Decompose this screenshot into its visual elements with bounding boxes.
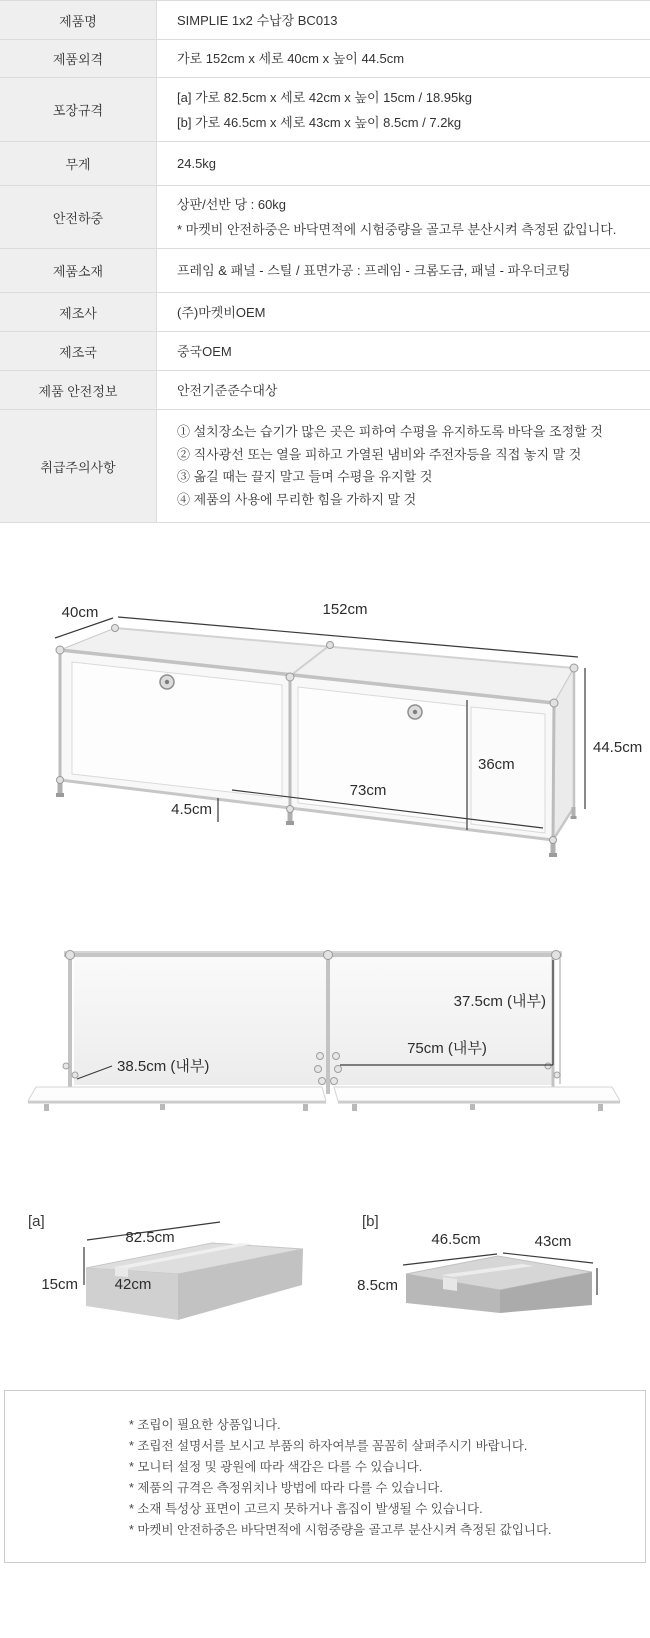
door-opening-dim-label: 36cm xyxy=(478,756,515,773)
width-dim-label: 152cm xyxy=(322,601,368,618)
spec-value-line: [b] 가로 46.5cm x 세로 43cm x 높이 8.5cm / 7.2kg xyxy=(177,114,462,130)
spec-row-package-size xyxy=(0,78,650,142)
left-door-knob-center xyxy=(165,680,169,684)
spec-row-product-name xyxy=(0,1,650,40)
footer-notes-box xyxy=(4,1390,646,1563)
spec-value-line: 중국OEM xyxy=(177,343,232,359)
spec-value-line: ② 직사광선 또는 열을 피하고 가열된 냄비와 주전자등을 직접 놓지 말 것 xyxy=(177,446,582,462)
spec-row-weight xyxy=(0,142,650,186)
box-b-tape-tab xyxy=(443,1277,457,1291)
depth-dim-label: 40cm xyxy=(61,604,99,621)
spec-value-line: SIMPLIE 1x2 수납장 BC013 xyxy=(177,12,338,28)
spec-label: 안전하중 xyxy=(0,186,157,248)
spec-label: 포장규격 xyxy=(0,78,157,141)
box-a-tag: [a] xyxy=(28,1213,45,1230)
spec-value xyxy=(157,40,650,77)
spec-row-safety-info xyxy=(0,371,650,410)
spec-value-line: 24.5kg xyxy=(177,156,217,171)
inner-width-label: 75cm (내부) xyxy=(407,1040,487,1057)
spec-row-country xyxy=(0,332,650,371)
box-b-tag: [b] xyxy=(362,1213,379,1230)
spec-value-line: * 마켓비 안전하중은 바닥면적에 시험중량을 골고루 분산시켜 측정된 값입니다. xyxy=(177,222,617,237)
door-width-dim-label: 73cm xyxy=(349,782,387,799)
spec-value-line: ③ 옮길 때는 끌지 말고 들며 수평을 유지할 것 xyxy=(177,469,433,484)
box-b-height-label: 8.5cm xyxy=(357,1277,398,1294)
spec-value xyxy=(157,410,650,522)
spec-value-line: 프레임 & 패널 - 스틸 / 표면가공 : 프레임 - 크롬도금, 패널 - 파우더코팅 xyxy=(177,263,571,278)
spec-value-line: (주)마켓비OEM xyxy=(177,304,266,320)
box-a-length-label: 82.5cm xyxy=(125,1229,175,1246)
spec-value xyxy=(157,249,650,292)
closed-cabinet-diagram xyxy=(0,522,650,860)
inner-height-label: 37.5cm (내부) xyxy=(453,993,546,1010)
spec-value-line: [a] 가로 82.5cm x 세로 42cm x 높이 15cm / 18.95kg xyxy=(177,89,473,105)
right-door-panel xyxy=(298,687,467,823)
package-box-a xyxy=(28,1213,303,1320)
spec-value-line: ④ 제품의 사용에 무리한 힘을 가하지 말 것 xyxy=(177,491,417,507)
right-door-knob-center xyxy=(413,710,417,714)
spec-row-handling-caution xyxy=(0,410,650,523)
left-door-panel xyxy=(72,662,282,798)
package-boxes-diagram xyxy=(0,1160,650,1380)
note-line: * 조립전 설명서를 보시고 부품의 하자여부를 꼼꼼히 살펴주시기 바랍니다. xyxy=(129,1439,528,1453)
spec-row-safe-load xyxy=(0,186,650,249)
package-box-b xyxy=(357,1213,597,1313)
spec-table xyxy=(0,0,650,523)
note-line: * 소재 특성상 표면이 고르지 못하거나 흠집이 발생될 수 있습니다. xyxy=(129,1502,483,1516)
box-a-height-label: 15cm xyxy=(41,1276,78,1293)
spec-value xyxy=(157,1,650,39)
leg-height-dim-label: 4.5cm xyxy=(171,801,212,818)
box-b-length-label: 46.5cm xyxy=(431,1231,481,1248)
spec-value-line: 가로 152cm x 세로 40cm x 높이 44.5cm xyxy=(177,51,405,66)
spec-row-material xyxy=(0,249,650,293)
note-line: * 마켓비 안전하중은 바닥면적에 시험중량을 골고루 분산시켜 측정된 값입니다. xyxy=(129,1523,552,1537)
spec-value xyxy=(157,78,650,141)
box-b-depth-label: 43cm xyxy=(534,1233,572,1250)
height-dim-label: 44.5cm xyxy=(593,739,643,756)
spec-value xyxy=(157,293,650,331)
spec-label: 제조국 xyxy=(0,332,157,370)
right-open-door xyxy=(334,1087,620,1101)
spec-row-manufacturer xyxy=(0,293,650,332)
spec-label: 무게 xyxy=(0,142,157,185)
note-line: * 모니터 설정 및 광원에 따라 색감은 다를 수 있습니다. xyxy=(129,1460,423,1474)
right-front-post xyxy=(553,703,554,840)
spec-label: 제품명 xyxy=(0,1,157,39)
spec-value-line: 안전기준준수대상 xyxy=(177,382,278,398)
spec-label: 제조사 xyxy=(0,293,157,331)
spec-value xyxy=(157,332,650,370)
spec-label: 제품소재 xyxy=(0,249,157,292)
box-a-width-label: 42cm xyxy=(114,1276,152,1293)
spec-row-product-size xyxy=(0,40,650,78)
inner-depth-label: 38.5cm (내부) xyxy=(117,1058,210,1075)
spec-label: 제품 안전정보 xyxy=(0,371,157,409)
spec-value-line: 상판/선반 당 : 60kg xyxy=(177,197,287,212)
open-cabinet-illustration xyxy=(28,951,620,1112)
left-open-door xyxy=(28,1087,326,1101)
spec-label: 취급주의사항 xyxy=(0,410,157,522)
spec-value-line: ① 설치장소는 습기가 많은 곳은 피하여 수평을 유지하도록 바닥을 조정할 것 xyxy=(177,424,603,439)
spec-label: 제품외격 xyxy=(0,40,157,77)
spec-value xyxy=(157,186,650,248)
open-cabinet-diagram xyxy=(0,860,650,1160)
note-line: * 조립이 필요한 상품입니다. xyxy=(129,1418,281,1432)
note-line: * 제품의 규격은 측정위치나 방법에 따라 다를 수 있습니다. xyxy=(129,1481,443,1495)
spec-value xyxy=(157,142,650,185)
spec-value xyxy=(157,371,650,409)
door-feet xyxy=(44,1104,603,1111)
